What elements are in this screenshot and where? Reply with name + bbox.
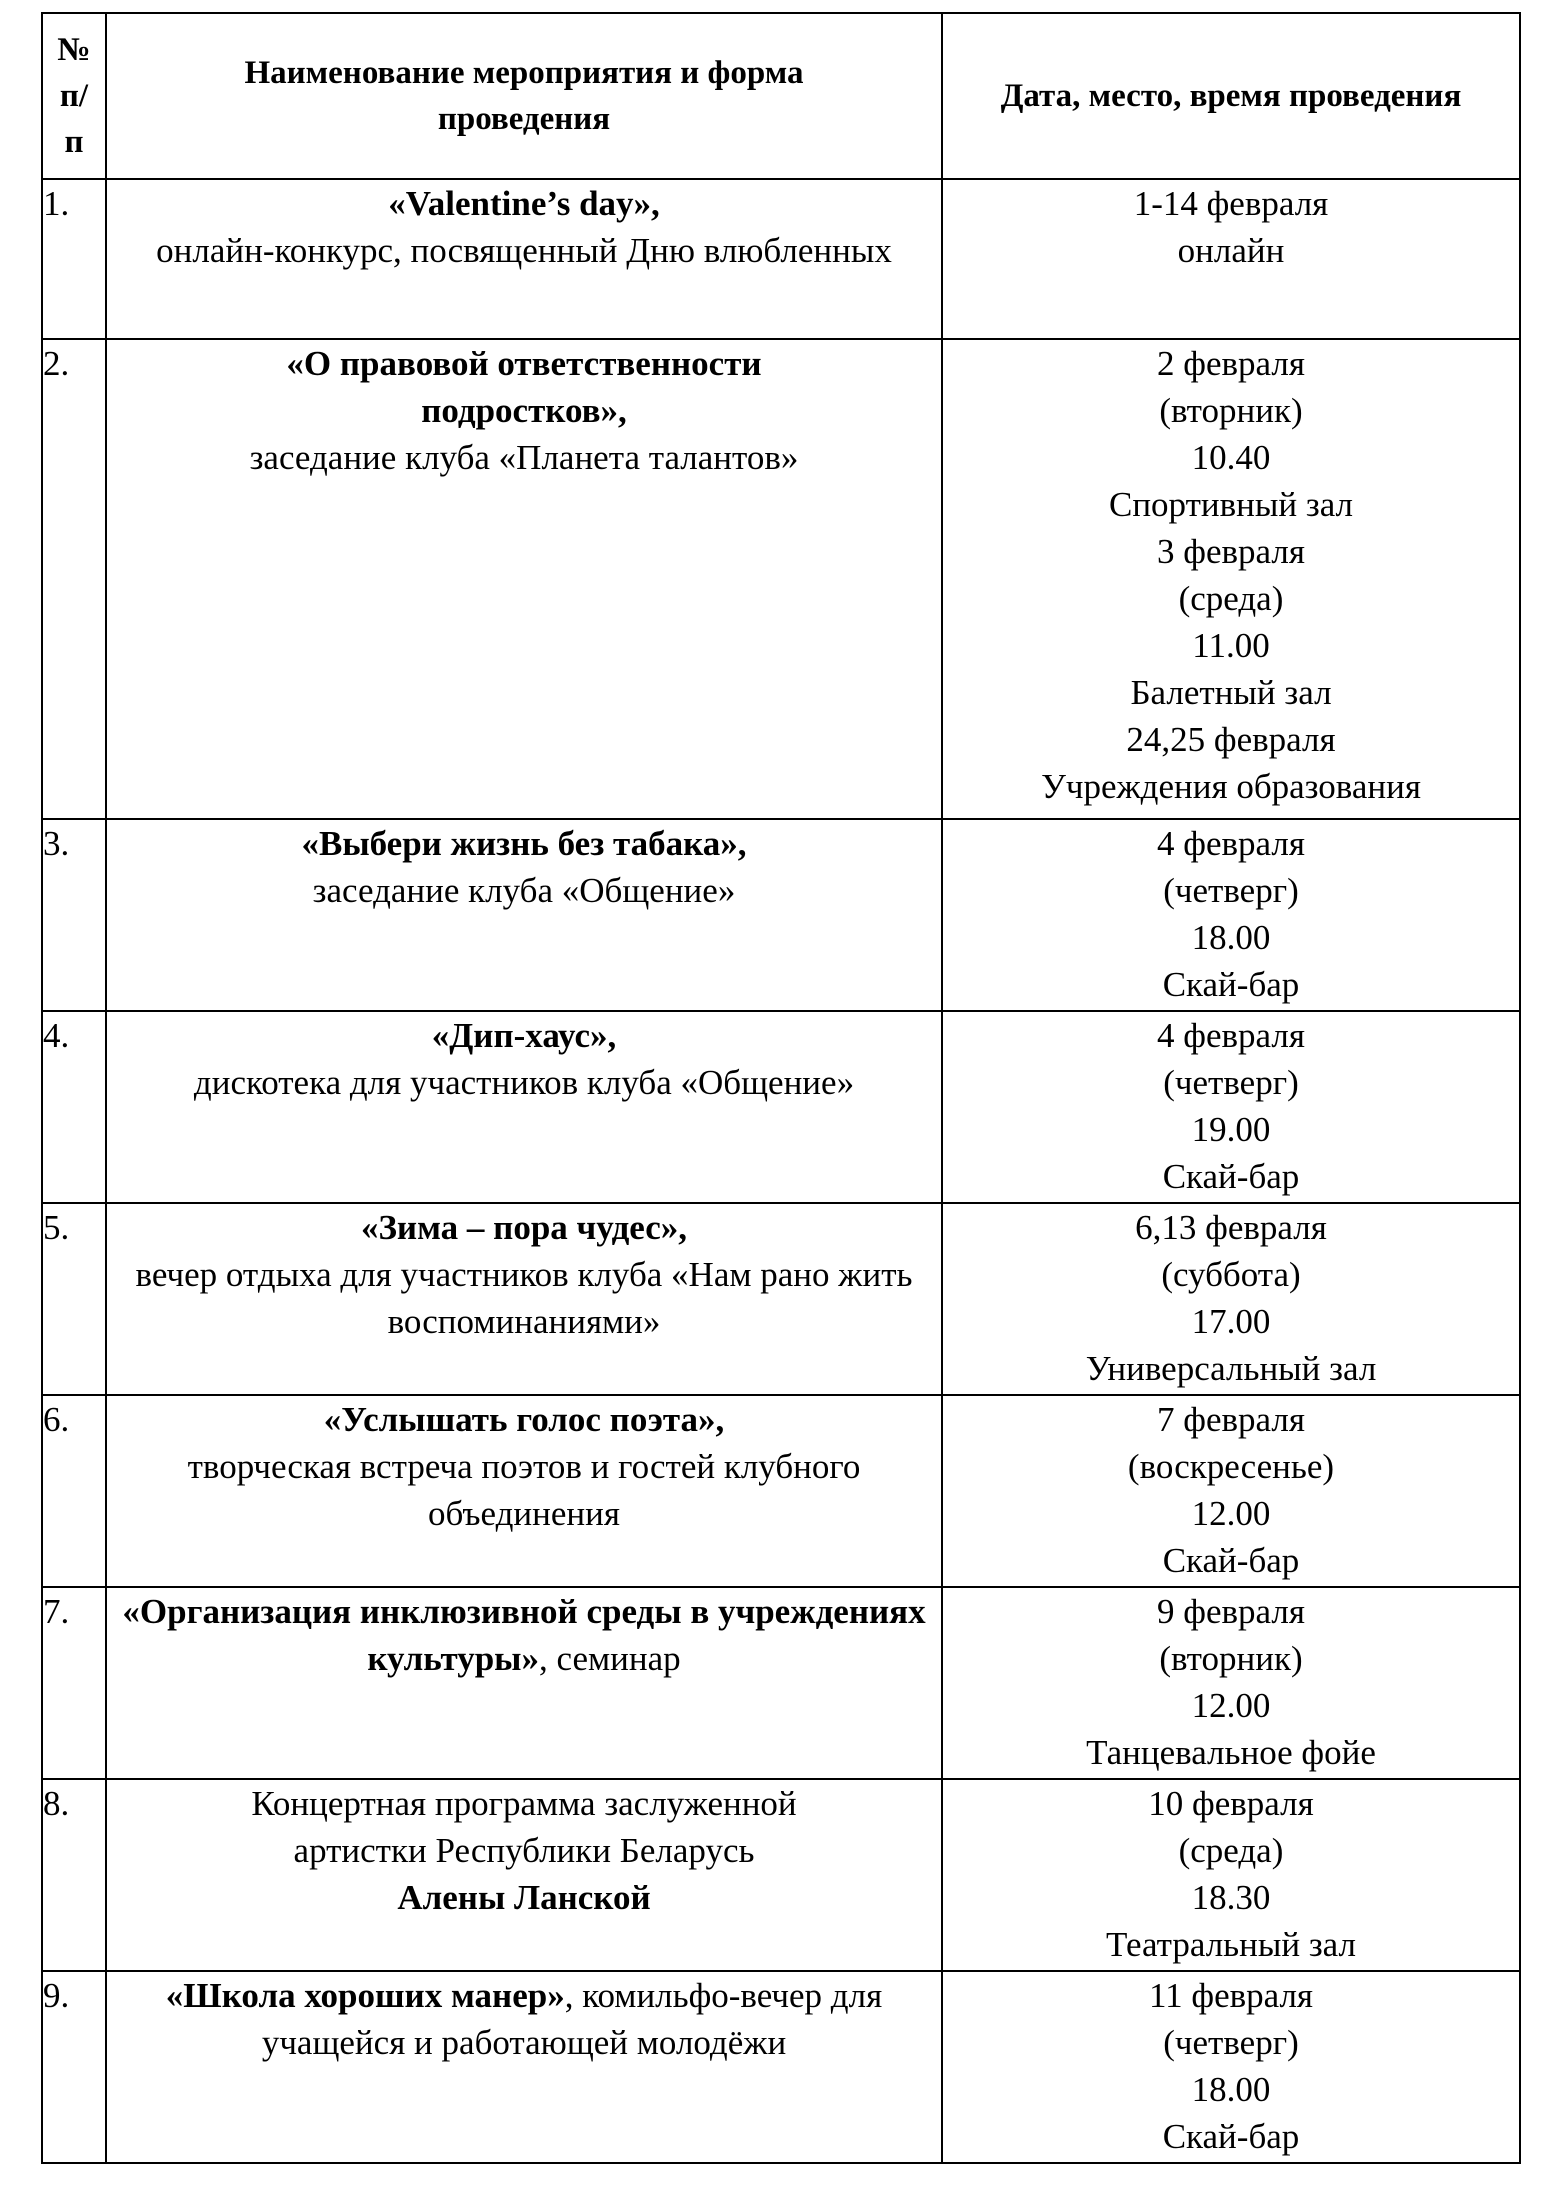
event-title: «Услышать голос поэта», [323, 1400, 725, 1439]
date-line: онлайн [1177, 231, 1285, 270]
event-date-cell [942, 1587, 1520, 1779]
event-name-cell [106, 179, 942, 339]
date-line: 17.00 [1191, 1302, 1271, 1341]
row-number: 6. [42, 1395, 106, 1587]
event-form: онлайн-конкурс, посвященный Дню влюбленных [156, 231, 892, 270]
date-line: 4 февраля [1157, 1016, 1305, 1055]
date-line: (четверг) [1163, 1063, 1299, 1102]
table-row [42, 1587, 1520, 1779]
event-date-cell [942, 1779, 1520, 1971]
date-line: 12.00 [1191, 1686, 1271, 1725]
date-line: 24,25 февраля [1126, 720, 1336, 759]
table-row [42, 1779, 1520, 1971]
table-header-row [42, 13, 1520, 179]
event-title: Алены Ланской [397, 1878, 651, 1917]
event-form: вечер отдыха для участников клуба «Нам рано жить воспоминаниями» [135, 1255, 913, 1341]
event-name-cell [106, 339, 942, 819]
date-line: 18.00 [1191, 2070, 1271, 2109]
date-line: 19.00 [1191, 1110, 1271, 1149]
date-line: Скай-бар [1162, 1541, 1300, 1580]
header-number-line: № [57, 32, 91, 68]
event-title: «Школа хороших манер» [165, 1976, 565, 2015]
event-title: «О правовой ответственности подростков», [286, 344, 762, 430]
event-name-cell [106, 1971, 942, 2163]
date-line: Танцевальное фойе [1086, 1733, 1376, 1772]
date-line: 12.00 [1191, 1494, 1271, 1533]
events-table [41, 12, 1521, 2164]
event-form: заседание клуба «Планета талантов» [249, 438, 799, 477]
table-row [42, 1971, 1520, 2163]
event-date-cell [942, 819, 1520, 1011]
event-title: «Valentine’s day», [388, 184, 660, 223]
row-number: 1. [42, 179, 106, 339]
event-form: заседание клуба «Общение» [312, 871, 736, 910]
date-line: (вторник) [1159, 391, 1303, 430]
date-line: (суббота) [1161, 1255, 1301, 1294]
event-form: творческая встреча поэтов и гостей клубного объединения [187, 1447, 861, 1533]
date-line: 7 февраля [1157, 1400, 1305, 1439]
event-name-cell [106, 1203, 942, 1395]
date-line: (воскресенье) [1127, 1447, 1335, 1486]
event-name-cell [106, 1395, 942, 1587]
table-row [42, 1395, 1520, 1587]
header-number-line: п/ [59, 78, 89, 114]
event-name-cell [106, 1587, 942, 1779]
event-form: дискотека для участников клуба «Общение» [193, 1063, 855, 1102]
date-line: 1-14 февраля [1133, 184, 1329, 223]
row-number: 3. [42, 819, 106, 1011]
date-line: Учреждения образования [1041, 767, 1421, 806]
event-name-cell [106, 1011, 942, 1203]
date-line: 18.00 [1191, 918, 1271, 957]
event-title: «Зима – пора чудес», [360, 1208, 688, 1247]
event-title: «Дип-хаус», [431, 1016, 617, 1055]
event-form: , комильфо-вечер для учащейся и работающей молодёжи [261, 1976, 883, 2062]
event-form: Концертная программа заслуженной артистки Республики Беларусь [251, 1784, 797, 1870]
table-row [42, 819, 1520, 1011]
event-date-cell [942, 339, 1520, 819]
date-line: Спортивный зал [1108, 485, 1354, 524]
date-line: 10 февраля [1148, 1784, 1314, 1823]
event-name-cell [106, 1779, 942, 1971]
date-line: 11 февраля [1148, 1976, 1314, 2015]
date-line: (четверг) [1163, 2023, 1299, 2062]
event-title: «Выбери жизнь без табака», [301, 824, 747, 863]
header-date-place-time: Дата, место, время проведения [942, 13, 1520, 179]
row-number: 9. [42, 1971, 106, 2163]
date-line: 6,13 февраля [1135, 1208, 1327, 1247]
event-date-cell [942, 1011, 1520, 1203]
date-line: Скай-бар [1162, 965, 1300, 1004]
date-line: 18.30 [1191, 1878, 1271, 1917]
event-date-cell [942, 1203, 1520, 1395]
table-row [42, 179, 1520, 339]
header-event-name [106, 13, 942, 179]
row-number: 5. [42, 1203, 106, 1395]
table-row [42, 1203, 1520, 1395]
date-line: Скай-бар [1162, 1157, 1300, 1196]
row-number: 8. [42, 1779, 106, 1971]
date-line: (четверг) [1163, 871, 1299, 910]
date-line: Театральный зал [1106, 1925, 1356, 1964]
event-form: , семинар [539, 1639, 681, 1678]
date-line: 11.00 [1192, 626, 1270, 665]
row-number: 2. [42, 339, 106, 819]
date-line: 9 февраля [1157, 1592, 1305, 1631]
event-date-cell [942, 179, 1520, 339]
table-row [42, 1011, 1520, 1203]
row-number: 7. [42, 1587, 106, 1779]
date-line: 4 февраля [1157, 824, 1305, 863]
header-event-name-line: Наименование мероприятия и форма [244, 55, 804, 91]
date-line: 2 февраля [1157, 344, 1305, 383]
table-row [42, 339, 1520, 819]
event-name-cell [106, 819, 942, 1011]
date-line: 10.40 [1191, 438, 1271, 477]
event-date-cell [942, 1395, 1520, 1587]
document-page [41, 12, 1519, 2164]
event-title: «Организация инклюзивной среды в учреждениях культуры» [122, 1592, 926, 1678]
date-line: (среда) [1178, 579, 1284, 618]
date-line: (вторник) [1159, 1639, 1303, 1678]
header-number-line: п [64, 124, 84, 160]
header-event-name-line: проведения [437, 101, 611, 137]
date-line: Скай-бар [1162, 2117, 1300, 2156]
header-number [42, 13, 106, 179]
date-line: 3 февраля [1157, 532, 1305, 571]
date-line: Балетный зал [1130, 673, 1332, 712]
row-number: 4. [42, 1011, 106, 1203]
date-line: (среда) [1178, 1831, 1284, 1870]
date-line: Универсальный зал [1085, 1349, 1377, 1388]
event-date-cell [942, 1971, 1520, 2163]
